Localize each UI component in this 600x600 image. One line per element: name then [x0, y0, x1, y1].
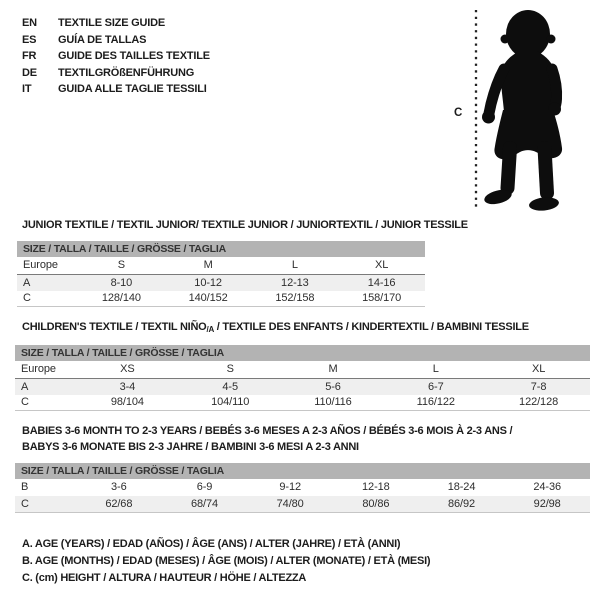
height-value: 62/68: [105, 498, 133, 510]
size-value: XL: [374, 259, 389, 271]
junior-section-title: JUNIOR TEXTILE / TEXTIL JUNIOR/ TEXTILE JUNIOR / JUNIORTEXTIL / JUNIOR TESSILE: [22, 219, 468, 231]
language-title: TEXTILE SIZE GUIDE: [58, 17, 166, 29]
table-row-sizes: [17, 257, 425, 275]
height-value: 122/128: [519, 396, 559, 408]
age-value: 12-18: [362, 481, 390, 493]
age-value: 6-9: [196, 481, 213, 493]
baby-silhouette-icon: [482, 10, 562, 212]
children-title-pre: CHILDREN'S TEXTILE / TEXTIL NIÑO: [22, 321, 207, 333]
size-value: L: [432, 363, 439, 375]
table-row-height: [15, 496, 590, 513]
age-value: 8-10: [110, 277, 133, 289]
children-title-sub: /A: [206, 325, 214, 334]
footnote-age-months: B. AGE (MONTHS) / EDAD (MESES) / ÂGE (MOIS) / ALTER (MONATE) / ETÀ (MESI): [22, 555, 431, 567]
table-row-age: [17, 275, 425, 291]
row-label: C: [23, 292, 31, 304]
language-row-es: [22, 32, 210, 49]
table-row-sizes: [15, 361, 590, 379]
language-row-en: [22, 15, 210, 32]
height-value: 152/158: [275, 292, 315, 304]
height-value: 92/98: [533, 498, 561, 510]
height-value: 80/86: [362, 498, 390, 510]
age-value: 7-8: [530, 381, 547, 393]
babies-title-line1: BABIES 3-6 MONTH TO 2-3 YEARS / BEBÉS 3-6 MESES A 2-3 AÑOS / BÉBÉS 3-6 MOIS À 2-3 ANS /: [22, 425, 513, 437]
height-value: 86/92: [448, 498, 476, 510]
footnote-height: C. (cm) HEIGHT / ALTURA / HAUTEUR / HÖHE / ALTEZZA: [22, 572, 307, 584]
age-value: 12-13: [281, 277, 309, 289]
babies-title-line2: BABYS 3-6 MONATE BIS 2-3 JAHRE / BAMBINI 3-6 MESI A 2-3 ANNI: [22, 441, 359, 453]
age-value: 10-12: [194, 277, 222, 289]
age-value: 4-5: [222, 381, 238, 393]
table-size-header: SIZE / TALLA / TAILLE / GRÖSSE / TAGLIA: [17, 241, 425, 257]
junior-size-table: [17, 241, 425, 307]
age-value: 3-4: [119, 381, 136, 393]
age-value: 14-16: [367, 277, 396, 289]
baby-figure: [440, 0, 600, 230]
age-value: 6-7: [427, 381, 444, 393]
table-row-age: [15, 379, 590, 395]
row-label: Europe: [23, 259, 58, 271]
footnote-age-years: A. AGE (YEARS) / EDAD (AÑOS) / ÂGE (ANS) / ALTER (JAHRE) / ETÀ (ANNI): [22, 538, 401, 550]
age-value: 18-24: [447, 481, 476, 493]
size-value: XS: [120, 363, 135, 375]
table-row-height: [17, 291, 425, 307]
language-list: [22, 15, 210, 98]
babies-section-title: [22, 423, 512, 455]
children-size-table: [15, 345, 590, 411]
table-size-header: SIZE / TALLA / TAILLE / GRÖSSE / TAGLIA: [15, 345, 590, 361]
row-label: B: [21, 481, 29, 493]
language-code: EN: [22, 17, 37, 29]
language-row-fr: [22, 48, 210, 65]
row-label: Europe: [21, 363, 56, 375]
height-value: 128/140: [101, 292, 141, 304]
language-code: FR: [22, 50, 37, 62]
children-title-post: / TEXTILE DES ENFANTS / KINDERTEXTIL / BAMBINI TESSILE: [213, 321, 529, 333]
language-title: TEXTILGRÖßENFÜHRUNG: [58, 66, 195, 79]
size-value: XL: [531, 363, 546, 375]
height-value: 158/170: [362, 292, 402, 304]
height-value: 110/116: [314, 396, 352, 408]
children-section-title: [22, 319, 529, 338]
height-value: 68/74: [190, 498, 219, 510]
age-value: 3-6: [111, 481, 127, 493]
size-value: S: [117, 259, 125, 271]
language-title: GUIDA ALLE TAGLIE TESSILI: [58, 83, 207, 95]
row-label: C: [21, 396, 29, 408]
height-value: 140/152: [188, 292, 228, 304]
height-value: 104/110: [211, 396, 250, 408]
size-value: S: [226, 363, 234, 375]
age-value: 9-12: [279, 481, 301, 493]
language-title: GUIDE DES TAILLES TEXTILE: [58, 50, 210, 62]
language-title: GUÍA DE TALLAS: [58, 33, 147, 46]
size-value: M: [328, 363, 338, 375]
babies-size-table: [15, 463, 590, 513]
language-code: DE: [22, 66, 37, 79]
age-value: 5-6: [325, 381, 341, 393]
row-label: C: [21, 498, 29, 510]
row-label: A: [21, 381, 29, 393]
table-size-header: SIZE / TALLA / TAILLE / GRÖSSE / TAGLIA: [15, 463, 590, 479]
table-row-height: [15, 395, 590, 411]
age-value: 24-36: [533, 481, 562, 493]
height-value: 74/80: [276, 498, 304, 510]
height-measure-label: C: [454, 107, 463, 119]
language-code: IT: [22, 83, 32, 95]
height-value: 98/104: [110, 396, 144, 408]
size-value: L: [291, 259, 298, 271]
height-value: 116/122: [416, 396, 455, 408]
language-row-it: [22, 81, 210, 98]
baby-figure-svg: [440, 0, 600, 230]
size-value: M: [203, 259, 213, 271]
language-row-de: [22, 65, 210, 82]
row-label: A: [23, 277, 31, 289]
language-code: ES: [22, 33, 37, 46]
table-row-age-months: [15, 479, 590, 496]
